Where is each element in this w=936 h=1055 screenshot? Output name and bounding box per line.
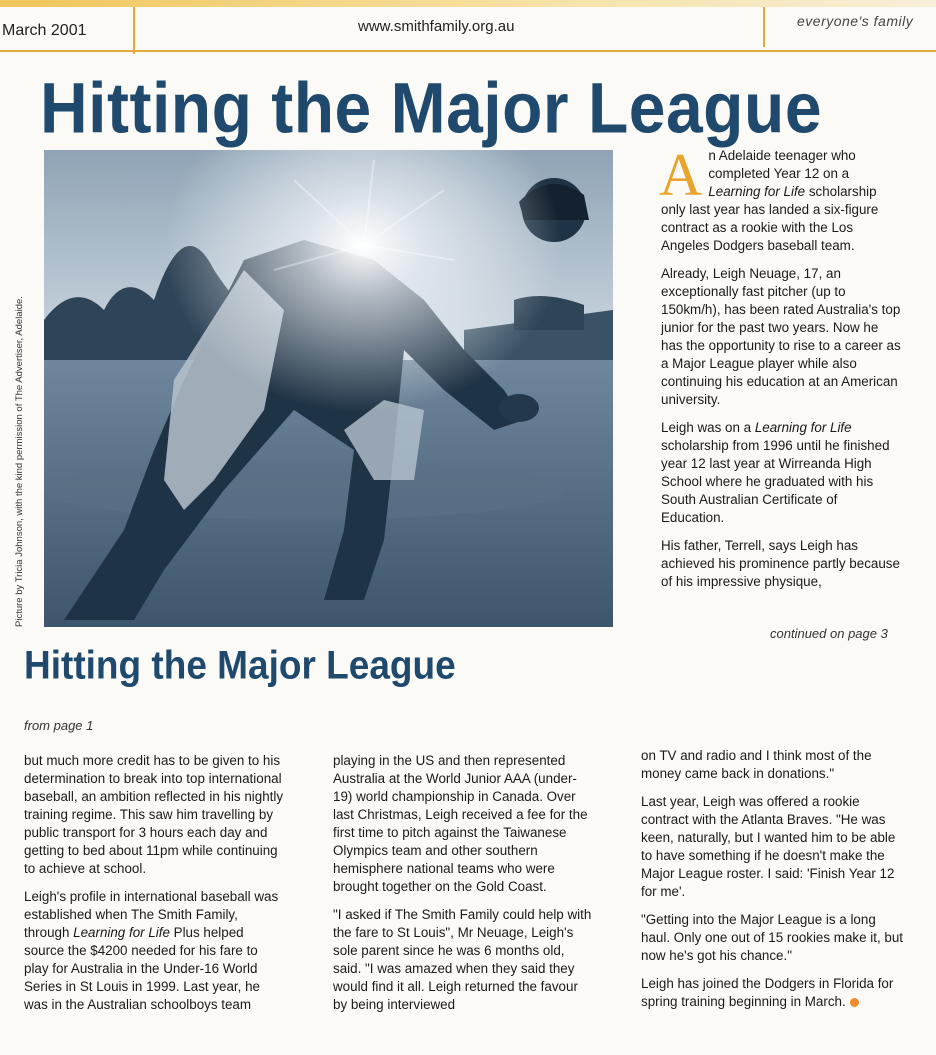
intro-text: n Adelaide teenager who completed Year 12 on a [708, 148, 856, 181]
program-name: Learning for Life [754, 420, 852, 435]
paragraph-text: Leigh's profile in international baseball was established when The Smith Family, through [24, 889, 279, 940]
paragraph [24, 888, 286, 1014]
intro-text: scholarship only last year has landed a six-figure contract as a rookie with the Los Angeles Dodgers baseball team. [661, 184, 879, 253]
paragraph: Last year, Leigh was offered a rookie contract with the Atlanta Braves. "He was keen, naturally, but I wanted him to be able to have something if he doesn't make the Major League roster. I said: 'Finish Year 12 for me'. [641, 794, 896, 899]
paragraph: His father, Terrell, says Leigh has achieved his prominence partly because of his impressive physique, [661, 538, 900, 589]
masthead-divider [133, 7, 135, 54]
paragraph-text: Leigh has joined the Dodgers in Florida for spring training beginning in March. [641, 976, 894, 1009]
continued-note: continued on page 3 [770, 626, 888, 641]
photo-credit: Picture by Tricia Johnson, with the kind permission of The Advertiser, Adelaide. [14, 296, 25, 627]
paragraph: Already, Leigh Neuage, 17, an exceptionally fast pitcher (up to 150km/h), has been rated Australia's top junior for the past two years. Now he has the opportunity to rise to a career as a Major League player while also continuing his education at an American university. [661, 266, 901, 407]
continuation-headline: Hitting the Major League [24, 642, 456, 688]
paragraph: but much more credit has to be given to his determination to break into top international baseball, an ambition reflected in his nightly training regime. This saw him travelling by public transport for 3 hours each day and getting to bed about 11pm while continuing to achieve at school. [24, 753, 284, 876]
paragraph [641, 975, 903, 1011]
paragraph: "I asked if The Smith Family could help with the fare to St Louis", Mr Neuage, Leigh's sole parent since he was 6 months old, said. "I was amazed when they said they would find it all. Leigh returned the favour by being interviewed [333, 907, 592, 1012]
paragraph: "Getting into the Major League is a long haul. Only one out of 15 rookies make it, but now he's got his chance." [641, 912, 904, 963]
paragraph [661, 419, 901, 527]
drop-cap: A [659, 142, 703, 208]
website-url[interactable]: www.smithfamily.org.au [358, 18, 515, 35]
article-headline: Hitting the Major League [40, 67, 823, 148]
intro-paragraph [659, 142, 901, 255]
body-column-2 [333, 752, 595, 1024]
masthead-motto: everyone's family [797, 13, 914, 29]
body-column-1 [24, 752, 286, 1024]
program-name: Learning for Life [708, 184, 806, 199]
paragraph: on TV and radio and I think most of the money came back in donations." [641, 748, 872, 781]
issue-date: March 2001 [2, 22, 87, 39]
paragraph: playing in the US and then represented Australia at the World Junior AAA (under-19) world championship in Canada. Over last Christmas, Leigh received a fee for the first time to pitch against the Taiwanese Olympics team and other southern hemisphere national teams who were brought together on the Gold Coast. [333, 753, 588, 894]
paragraph-text: Plus helped source the $4200 needed for his fare to play for Australia in the Under-16 World Series in St Louis in 1999. Last year, he was in the Australian schoolboys team [24, 925, 260, 1012]
intro-column [659, 142, 901, 601]
masthead-color-strip [0, 0, 936, 7]
from-page-note: from page 1 [24, 718, 94, 733]
baseball-pitcher-photo [44, 150, 613, 627]
end-of-article-bullet-icon [850, 998, 859, 1007]
program-name: Learning for Life [73, 925, 170, 940]
paragraph-text: scholarship from 1996 until he finished year 12 last year at Wirreanda High School where he graduated with his South Australian Certificate of Education. [661, 438, 890, 525]
masthead-bar [0, 0, 936, 52]
body-column-3 [641, 747, 903, 1021]
masthead-divider [763, 7, 765, 47]
paragraph-text: Leigh was on a [661, 420, 755, 435]
